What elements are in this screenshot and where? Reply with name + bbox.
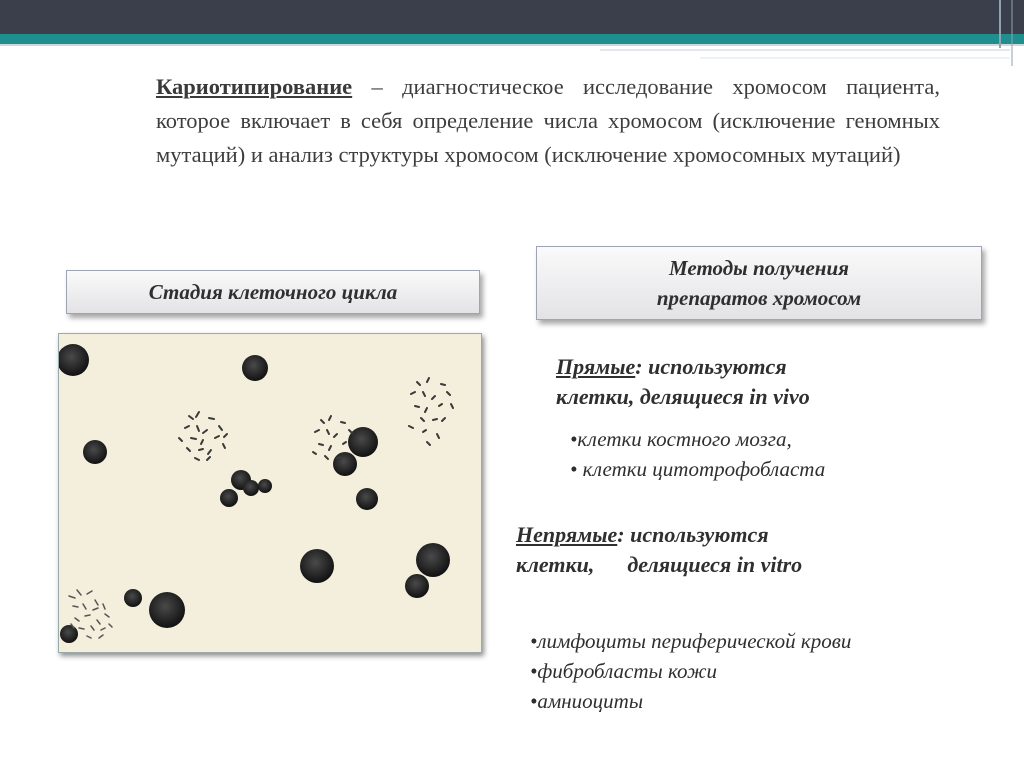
intro-paragraph [156,70,940,172]
interphase-cell [149,592,185,628]
indirect-term: Непрямые [516,522,618,547]
direct-rest: : используются [635,354,787,379]
interphase-cell [258,479,272,493]
interphase-cell [220,489,238,507]
interphase-cell [242,355,268,381]
interphase-cell [60,625,78,643]
interphase-cell [348,427,378,457]
methods-box-line1: Методы получения [669,256,849,280]
indirect-methods-list [530,626,851,716]
intro-definition: – диагностическое исследование хромосом пациента, которое включает в себя определение числа хромосом (исключение геномных мутаций) и анализ структуры хромосом (исключение хромосомных мутаций) [156,74,940,167]
list-item: • клетки цитотрофобласта [570,457,826,481]
karyotyping-term: Кариотипирование [156,74,353,99]
micrograph-svg [59,334,481,652]
interphase-cell [333,452,357,476]
methods-box-line2: препаратов хромосом [656,286,862,310]
direct-methods-list [570,424,825,484]
interphase-cell [405,574,429,598]
list-item: •амниоциты [530,689,644,713]
interphase-cell [300,549,334,583]
direct-line2: клетки, делящиеся in vivo [556,384,810,409]
stage-box [66,270,480,314]
interphase-cell [356,488,378,510]
indirect-line2: клетки, делящиеся in vitro [516,552,803,577]
list-item: •фибробласты кожи [530,659,717,683]
direct-methods-heading [556,352,976,412]
list-item: •лимфоциты периферической крови [530,629,852,653]
header-decoration [0,0,1024,80]
interphase-cell [243,480,259,496]
interphase-cell [124,589,142,607]
indirect-methods-heading [516,520,956,580]
methods-box [536,246,982,320]
micrograph-image [58,333,482,653]
stage-box-label: Стадия клеточного цикла [148,279,398,304]
indirect-rest: : используются [617,522,769,547]
list-item: •клетки костного мозга, [570,427,792,451]
direct-term: Прямые [556,354,636,379]
interphase-cell [416,543,450,577]
interphase-cell [83,440,107,464]
